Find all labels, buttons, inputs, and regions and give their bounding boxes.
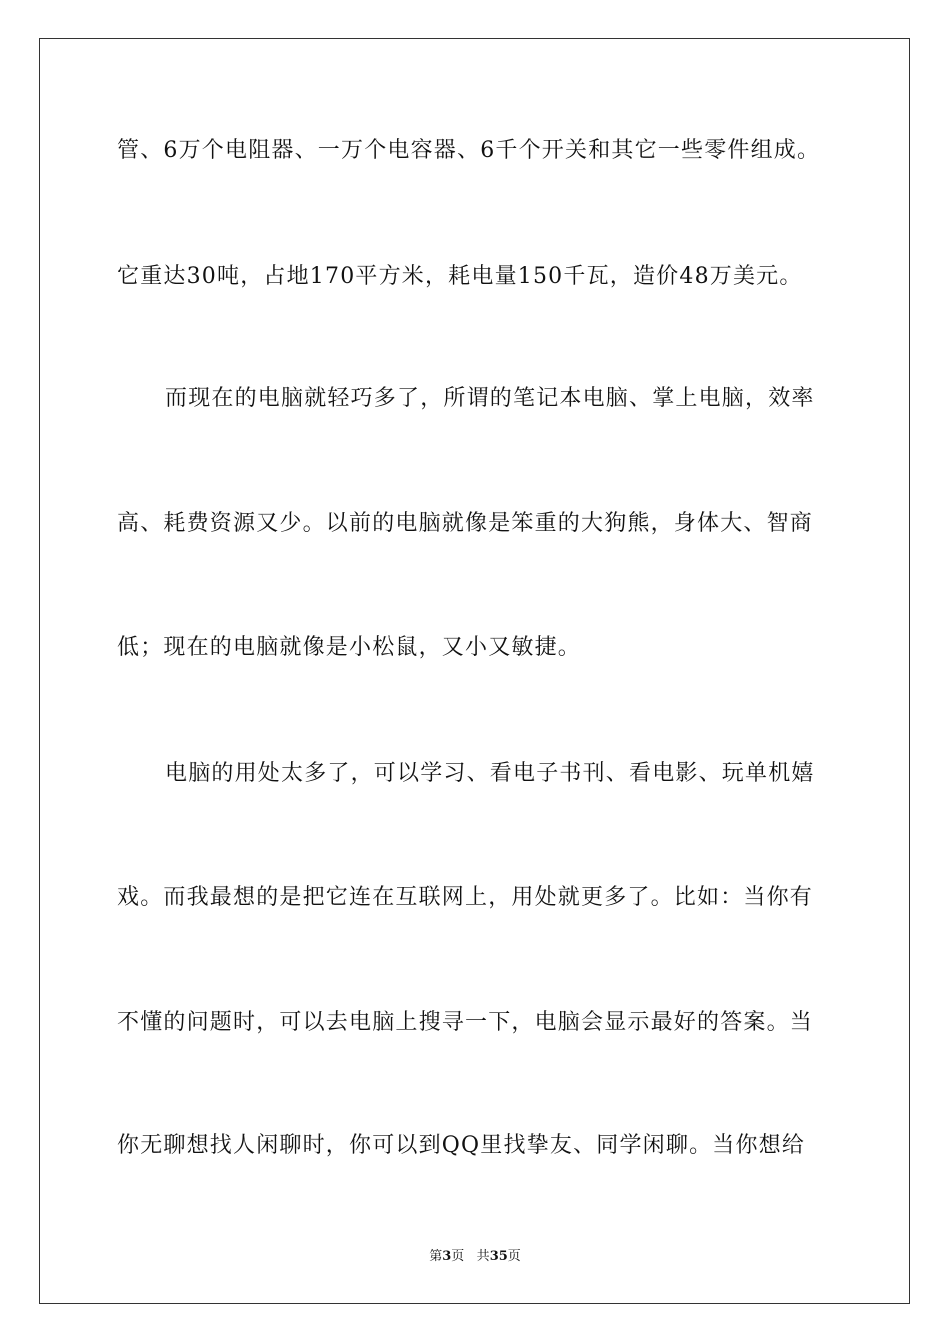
text-line-8: 不懂的问题时，可以去电脑上搜寻一下，电脑会显示最好的答案。当 bbox=[117, 1010, 814, 1035]
text-line-9: 你无聊想找人闲聊时，你可以到QQ里找挚友、同学闲聊。当你想给 bbox=[117, 1133, 806, 1158]
page-footer bbox=[0, 1248, 950, 1266]
text-line-5: 低；现在的电脑就像是小松鼠，又小又敏捷。 bbox=[117, 635, 582, 660]
text-line-7: 戏。而我最想的是把它连在互联网上，用处就更多了。比如：当你有 bbox=[117, 885, 814, 910]
text-line-1: 管、6万个电阻器、一万个电容器、6千个开关和其它一些零件组成。 bbox=[117, 138, 821, 163]
text-line-6: 电脑的用处太多了，可以学习、看电子书刊、看电影、玩单机嬉 bbox=[165, 761, 815, 786]
page-number: 3 bbox=[442, 1249, 452, 1264]
text-line-2: 它重达30吨，占地170平方米，耗电量150千瓦，造价48万美元。 bbox=[117, 264, 803, 289]
total-suffix: 页 bbox=[507, 1249, 521, 1264]
text-line-4: 高、耗费资源又少。以前的电脑就像是笨重的大狗熊，身体大、智商 bbox=[117, 511, 814, 536]
text-line-3: 而现在的电脑就轻巧多了，所谓的笔记本电脑、掌上电脑，效率 bbox=[165, 386, 815, 411]
total-prefix: 共 bbox=[476, 1249, 490, 1264]
total-pages: 35 bbox=[489, 1249, 508, 1264]
page-border bbox=[39, 38, 910, 1304]
page-suffix: 页 bbox=[451, 1249, 465, 1264]
page-prefix: 第 bbox=[429, 1249, 443, 1264]
